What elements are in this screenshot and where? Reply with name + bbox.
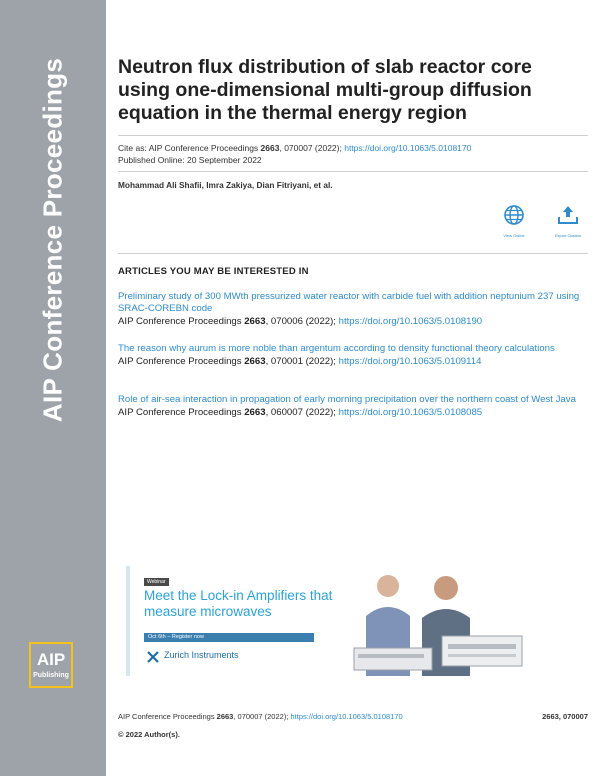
article-journal: AIP Conference Proceedings (118, 316, 245, 327)
related-article-title[interactable]: The reason why aurum is more noble than argentum according to density functional theory calculations (118, 343, 555, 354)
article-rest: , 070001 (2022); (265, 356, 339, 367)
related-article-title[interactable]: Role of air-sea interaction in propagation of early morning precipitation over the northern coast of West Java (118, 394, 576, 405)
ad-headline: Meet the Lock-in Amplifiers that measure microwaves (144, 588, 333, 619)
divider (118, 171, 588, 172)
ad-photo-people-instruments (336, 566, 530, 676)
ad-register-button[interactable]: Oct 6th – Register now (144, 633, 314, 642)
article-title: Neutron flux distribution of slab reactor core using one-dimensional multi-group diffusion equation in the thermal energy region (118, 56, 532, 124)
logo-text-publishing: Publishing (33, 672, 69, 679)
footer-rest: , 070007 (2022); (233, 712, 291, 721)
cite-doi-link[interactable]: https://doi.org/10.1063/5.0108170 (344, 143, 472, 153)
related-article (118, 343, 588, 368)
logo-text-aip: AIP (36, 650, 66, 669)
article-rest: , 070006 (2022); (265, 316, 339, 327)
cite-rest: , 070007 (2022); (279, 143, 345, 153)
related-articles-heading: ARTICLES YOU MAY BE INTERESTED IN (118, 266, 309, 277)
article-rest: , 060007 (2022); (265, 407, 339, 418)
article-volume: 2663 (244, 316, 266, 327)
related-article-citation (118, 316, 588, 328)
footer-volume: 2663 (216, 712, 234, 721)
export-citation-label: Export Citation (554, 233, 582, 238)
article-doi-link[interactable]: https://doi.org/10.1063/5.0108190 (338, 316, 483, 327)
globe-icon (503, 204, 525, 226)
related-article-citation (118, 356, 588, 368)
divider (118, 253, 588, 254)
journal-sidebar (0, 0, 106, 776)
ad-webinar-tag: Webinar (144, 578, 169, 586)
cite-line (118, 143, 471, 154)
related-article-title[interactable]: Preliminary study of 300 MWth pressurized water reactor with carbide fuel with addition neptunium 237 using SRAC-COREBN code (118, 291, 580, 314)
zurich-instruments-logo-icon (146, 650, 160, 664)
ad-brand-name: Zurich Instruments (164, 650, 239, 660)
divider (118, 135, 588, 136)
upload-icon (556, 204, 580, 226)
journal-name: AIP Conference Proceedings (37, 57, 68, 423)
copyright-notice: © 2022 Author(s). (118, 730, 180, 739)
export-citation-button[interactable] (548, 204, 588, 238)
article-volume: 2663 (244, 407, 266, 418)
cite-prefix: Cite as: AIP Conference Proceedings (118, 143, 261, 153)
ad-accent-bar (126, 566, 130, 676)
published-date: Published Online: 20 September 2022 (118, 155, 262, 165)
article-journal: AIP Conference Proceedings (118, 356, 245, 367)
author-list[interactable]: Mohammad Ali Shafii, Imra Zakiya, Dian Fitriyani, et al. (118, 180, 333, 190)
view-online-button[interactable] (494, 204, 534, 238)
related-article (118, 394, 588, 419)
article-volume: 2663 (244, 356, 266, 367)
view-online-label: View Online (503, 233, 525, 238)
article-doi-link[interactable]: https://doi.org/10.1063/5.0108085 (338, 407, 483, 418)
related-article (118, 291, 588, 328)
related-article-citation (118, 407, 588, 419)
footer-doi-link[interactable]: https://doi.org/10.1063/5.0108170 (290, 712, 403, 721)
aip-publishing-logo[interactable] (29, 642, 73, 688)
cite-volume: 2663 (260, 143, 280, 153)
footer-page-reference: 2663, 070007 (542, 712, 588, 721)
page-footer (118, 712, 588, 721)
article-journal: AIP Conference Proceedings (118, 407, 245, 418)
webinar-advertisement[interactable] (126, 566, 530, 676)
footer-journal: AIP Conference Proceedings (118, 712, 217, 721)
article-doi-link[interactable]: https://doi.org/10.1063/5.0109114 (338, 356, 482, 367)
